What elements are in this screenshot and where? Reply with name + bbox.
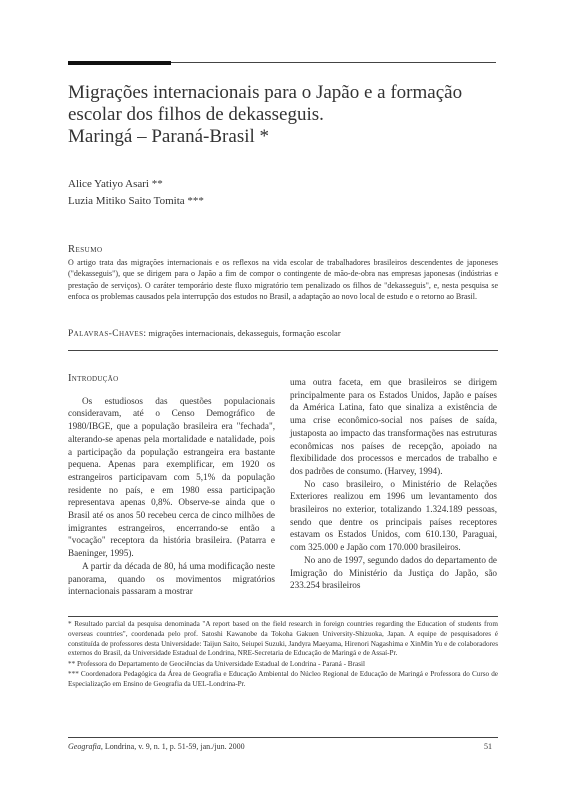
title-line-1: Migrações internacionais para o Japão e a formação bbox=[68, 82, 463, 103]
footnotes bbox=[68, 620, 498, 690]
journal-citation bbox=[68, 742, 245, 751]
header-rule-thin bbox=[171, 62, 496, 63]
author-2: Luzia Mitiko Saito Tomita *** bbox=[68, 195, 204, 207]
abstract-text: O artigo trata das migrações internacionais e os reflexos na vida escolar de trabalhadores brasileiros descendentes de japoneses ("dekasseguis"), que se dirigem para o Japão a fim de compor o contingente de mão-de-obra nas empresas japonesas (indústrias e prestação de serviços). O caráter temporário deste fluxo migratório tem penalizado os filhos de "dekasseguis", e, nesta pesquisa se enfoca os problemas causados pela interrupção dos estudos no Brasil, a adaptação ao novo local de estudo e o retorno ao Brasil. bbox=[68, 258, 498, 301]
keywords-text: migrações internacionais, dekasseguis, formação escolar bbox=[146, 328, 341, 338]
column-right bbox=[290, 376, 497, 592]
title-line-2: escolar dos filhos de dekasseguis. bbox=[68, 104, 324, 125]
column-left bbox=[68, 373, 275, 598]
intro-paragraph-4: No caso brasileiro, o Ministério de Relações Exteriores realizou em 1996 um levantamento dos brasileiros no exterior, totalizando 1.324.189 pessoas, sendo que dentre os principais países receptores estavam os Estados Unidos, com 610.130, Paraguai, com 325.000 e Japão com 170.000 brasileiros. bbox=[290, 478, 497, 553]
introduction-heading: Introdução bbox=[68, 373, 119, 384]
intro-paragraph-2: A partir da década de 80, há uma modificação neste panorama, quando os movimentos migratórios internacionais passaram a mostrar bbox=[68, 560, 275, 597]
section-divider bbox=[68, 350, 498, 351]
footnote-1: * Resultado parcial da pesquisa denominada "A report based on the field research in foreign countries regarding the Education of students from overseas countries", coordenada pelo prof. Satoshi Kawanobe da Tokoha Gakuen University-Shizuoka, Japan. A equipe de pesquisadores é constituída de professores desta Universidade: Taijun Saito, Seiupei Suzuki, Jandyra Maeyama, Hirenori Nagashima e XinMin Yu e de colaboradores externos do Brasil, da Universidade Estadual de Londrina, NRE-Secretaria de Educação de Maringá e de Assaí-Pr. bbox=[68, 620, 498, 658]
title-line-3: Maringá – Paraná-Brasil * bbox=[68, 126, 270, 147]
keywords-heading: Palavras-Chaves: bbox=[68, 329, 147, 339]
intro-paragraph-5: No ano de 1997, segundo dados do departamento de Imigração do Ministério da Justiça do Japão, são 233.254 brasileiros bbox=[290, 554, 497, 591]
header-rule-thick bbox=[68, 61, 171, 65]
footnote-divider bbox=[68, 616, 498, 617]
page-number: 51 bbox=[484, 742, 492, 751]
journal-name: Geografia bbox=[68, 742, 101, 751]
author-list bbox=[68, 176, 204, 210]
footer-divider bbox=[68, 737, 498, 738]
keywords bbox=[68, 328, 498, 339]
footnote-2: ** Professora do Departamento de Geociências da Universidade Estadual de Londrina - Paraná - Brasil bbox=[68, 659, 365, 668]
footnote-3: *** Coordenadora Pedagógica da Área de Geografia e Educação Ambiental do Núcleo Regional de Educação de Maringá e Professora do Curso de Especialização em Ensino de Geografia da UEL-Londrina-Pr. bbox=[68, 669, 498, 688]
article-title bbox=[68, 82, 508, 148]
intro-paragraph-1: Os estudiosos das questões populacionais consideravam, até o Censo Demográfico de 1980/IBGE, que a população brasileira era "fechada", alterando-se apenas pela mortalidade e natalidade, pois a participação da população estrangeira era bastante pequena. Apenas para exemplificar, em 1920 os estrangeiros participavam com 5,1% da população residente no país, e em 1980 essa participação representava apenas 0,8%. Observe-se ainda que o Brasil até os anos 50 recebeu cerca de cinco milhões de imigrantes estrangeiros, encerrando-se então a "vocação" receptora da história brasileira. (Patarra e Baeninger, 1995). bbox=[68, 395, 275, 559]
abstract-heading: Resumo bbox=[68, 244, 103, 255]
intro-paragraph-3: uma outra faceta, em que brasileiros se dirigem principalmente para os Estados Unidos, Japão e países da América Latina, fato que sinaliza a existência de uma crise econômico-social nos países de saída, justaposta ao impacto das transformações nas estruturas econômicas nos países de recepção, apoiado na flexibilidade dos processos e mercados de trabalho e dos padrões de consumo. (Harvey, 1994). bbox=[290, 377, 497, 476]
citation-details: , Londrina, v. 9, n. 1, p. 51-59, jan./jun. 2000 bbox=[100, 742, 245, 751]
author-1: Alice Yatiyo Asari ** bbox=[68, 178, 163, 190]
